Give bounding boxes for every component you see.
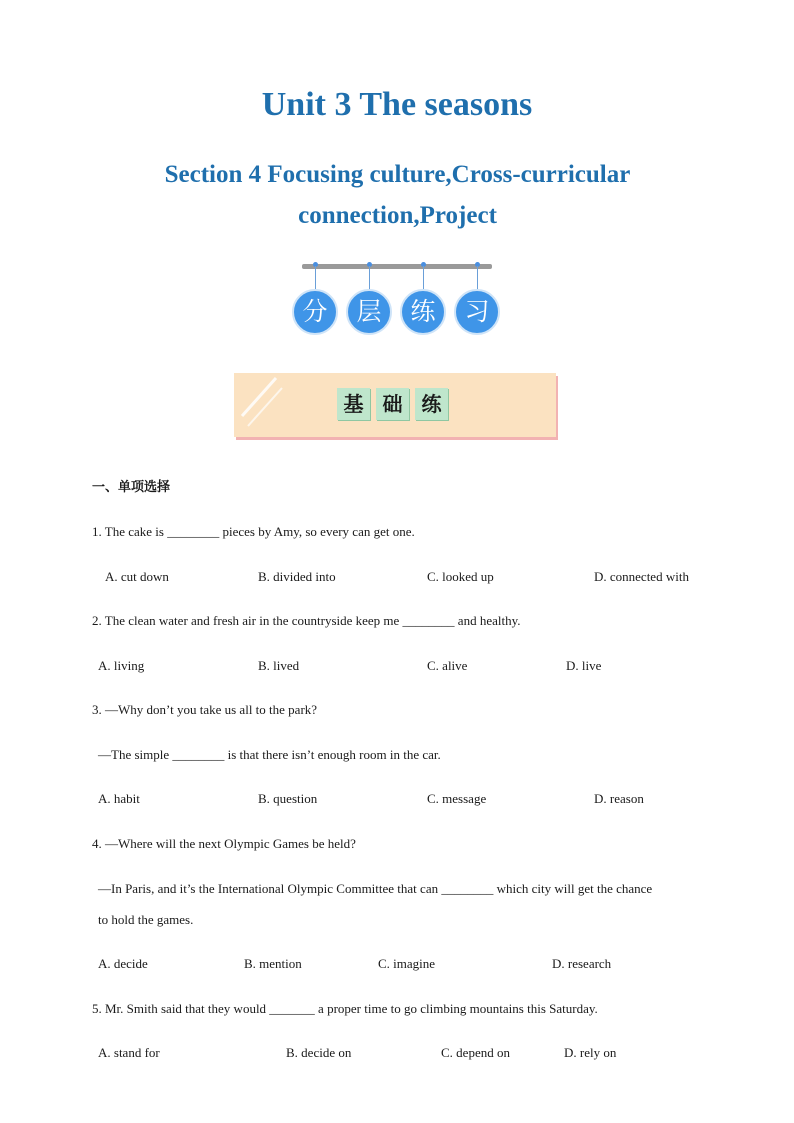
option-a: A. decide	[98, 956, 148, 971]
question-stem: 3. —Why don’t you take us all to the park?	[92, 702, 318, 717]
option-c: C. depend on	[441, 1045, 510, 1060]
option-b: B. lived	[258, 658, 300, 673]
badge-string	[369, 266, 370, 290]
option-c: C. message	[427, 791, 487, 806]
badge-hanger-bar	[302, 264, 492, 269]
question-stem: 1. The cake is ________ pieces by Amy, so every can get one.	[92, 524, 415, 539]
option-a: A. cut down	[105, 569, 169, 584]
option-c: C. alive	[427, 658, 468, 673]
question-stem: 2. The clean water and fresh air in the countryside keep me ________ and healthy.	[92, 613, 521, 628]
option-c: C. looked up	[427, 569, 494, 584]
banner-stripe-decoration	[240, 376, 284, 432]
option-d: D. connected with	[594, 569, 689, 584]
banner-tile: 练	[415, 388, 448, 420]
option-c: C. imagine	[378, 956, 436, 971]
question-stem-continued: —In Paris, and it’s the International Olympic Committee that can ________ which city will get the chance	[98, 881, 653, 896]
option-a: A. stand for	[98, 1045, 160, 1060]
badge-string	[315, 266, 316, 290]
option-d: D. reason	[594, 791, 644, 806]
option-a: A. living	[98, 658, 145, 673]
question-stem-continued: to hold the games.	[98, 912, 194, 927]
option-b: B. question	[258, 791, 318, 806]
badge-char: 习	[454, 289, 500, 335]
option-b: B. decide on	[286, 1045, 352, 1060]
section-subtitle: Section 4 Focusing culture,Cross-curricular connection,Project	[164, 161, 631, 229]
badge-char: 分	[292, 289, 338, 335]
section-heading: 一、单项选择	[92, 480, 171, 495]
banner-tile: 础	[376, 388, 409, 420]
badge-char: 练	[400, 289, 446, 335]
question-stem: 5. Mr. Smith said that they would _______ a proper time to go climbing mountains this Saturday.	[92, 1001, 598, 1016]
banner-tile: 基	[337, 388, 370, 420]
option-a: A. habit	[98, 791, 140, 806]
question-stem-continued: —The simple ________ is that there isn’t enough room in the car.	[98, 747, 441, 762]
option-d: D. research	[552, 956, 612, 971]
question-stem: 4. —Where will the next Olympic Games be held?	[92, 836, 356, 851]
document-title: Unit 3 The seasons	[261, 86, 533, 123]
option-d: D. rely on	[564, 1045, 617, 1060]
option-d: D. live	[566, 658, 602, 673]
option-b: B. mention	[244, 956, 302, 971]
badge-char: 层	[346, 289, 392, 335]
option-b: B. divided into	[258, 569, 336, 584]
badge-string	[477, 266, 478, 290]
badge-string	[423, 266, 424, 290]
